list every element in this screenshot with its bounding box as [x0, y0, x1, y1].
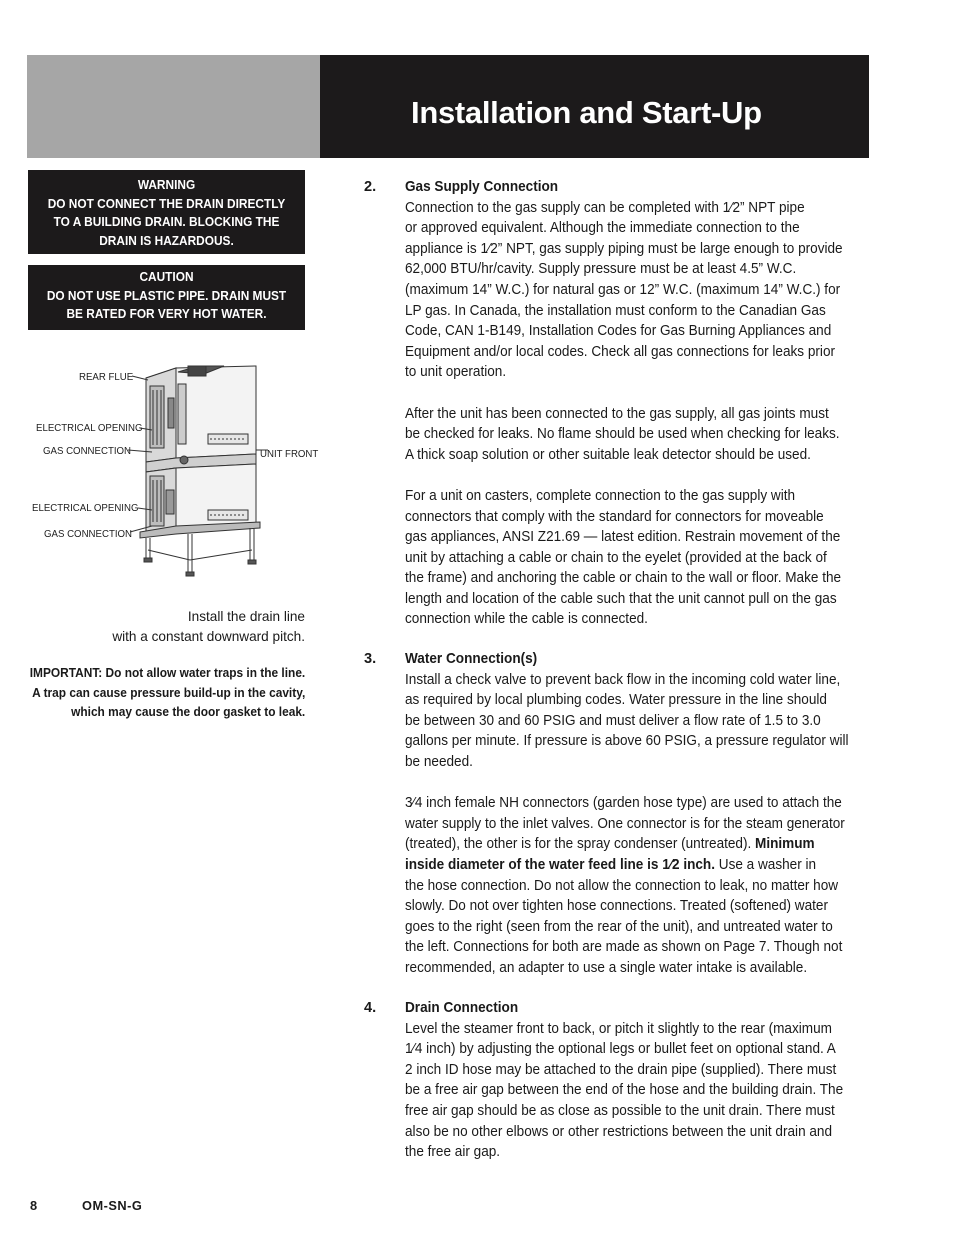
section-title: Drain Connection — [405, 1000, 519, 1016]
caution-line: DO NOT USE PLASTIC PIPE. DRAIN MUST — [46, 287, 287, 303]
text-run: (treated), the other is for the spray condenser (untreated). — [405, 836, 756, 853]
steamer-diagram — [28, 350, 328, 590]
paragraph-line: unit by attaching a cable or chain to the eyelet (provided at the back of — [405, 549, 827, 566]
label-unit-front: UNIT FRONT — [260, 448, 319, 460]
paragraph-line: For a unit on casters, complete connection to the gas supply with — [405, 487, 796, 504]
paragraph-line: 3⁄4 inch female NH connectors (garden hose type) are used to attach the — [405, 795, 842, 812]
paragraph-line: slowly. Do not over tighten hose connections. Treated (softened) water — [405, 898, 828, 915]
paragraph-line: the free air gap. — [405, 1144, 501, 1161]
caution-line: BE RATED FOR VERY HOT WATER. — [66, 306, 267, 322]
paragraph-line: be needed. — [405, 753, 473, 770]
paragraph-line: connection while the cable is connected. — [405, 611, 648, 628]
paragraph-line — [405, 855, 842, 876]
warning-line: DO NOT CONNECT THE DRAIN DIRECTLY — [47, 195, 286, 211]
paragraph-line: also be no other elbows or other restrictions between the unit drain and — [405, 1123, 833, 1140]
paragraph-line: to unit operation. — [405, 364, 507, 381]
paragraph-line: or approved equivalent. Although the immediate connection to the — [405, 220, 800, 237]
label-electrical-opening-bottom: ELECTRICAL OPENING — [32, 502, 139, 514]
caution-heading: CAUTION — [139, 269, 194, 284]
paragraph-line: be between 30 and 60 PSIG and must deliver a flow rate of 1.5 to 3.0 — [405, 712, 821, 729]
drain-note — [112, 607, 305, 646]
paragraph-line: appliance is 1⁄2” NPT, gas supply piping must be large enough to provide — [405, 240, 843, 257]
section-number: 2. — [364, 179, 377, 195]
paragraph-line: After the unit has been connected to the gas supply, all gas joints must — [405, 405, 829, 422]
paragraph-line: gas appliances, ANSI Z21.69 — latest edition. Restrain movement of the — [405, 529, 841, 546]
section-number: 3. — [364, 651, 377, 667]
header-gray-band — [27, 55, 320, 158]
important-note-line: IMPORTANT: Do not allow water traps in the line. — [29, 665, 305, 680]
paragraph-line: the left. Connections for both are made as shown on Page 7. Though not — [405, 939, 843, 956]
paragraph-line: Connection to the gas supply can be completed with 1⁄2” NPT pipe — [405, 199, 805, 216]
paragraph-line: be checked for leaks. No flame should be used when checking for leaks. — [405, 426, 840, 443]
paragraph-line: as required by local plumbing codes. Water pressure in the line should — [405, 692, 827, 709]
section-drain-connection — [405, 998, 875, 1163]
important-note-line: A trap can cause pressure build-up in the cavity, — [31, 684, 306, 700]
paragraph-line: be a free air gap between the end of the hose and the building drain. The — [405, 1082, 844, 1099]
label-electrical-opening-top: ELECTRICAL OPENING — [36, 422, 143, 434]
warning-line: DRAIN IS HAZARDOUS. — [99, 232, 234, 248]
section-title: Gas Supply Connection — [405, 179, 559, 195]
paragraph-line: Code, CAN 1-B149, Installation Codes for Gas Burning Appliances and — [405, 323, 832, 340]
paragraph-line: water supply to the inlet valves. One connector is for the steam generator — [405, 815, 845, 832]
paragraph-line: Install a check valve to prevent back flow in the incoming cold water line, — [405, 671, 841, 688]
section-title: Water Connection(s) — [405, 651, 538, 667]
drain-note-line: with a constant downward pitch. — [112, 628, 305, 644]
paragraph-line: A thick soap solution or other suitable leak detector should be used. — [405, 446, 811, 463]
paragraph-line: connectors that comply with the standard for connectors for moveable — [405, 508, 824, 525]
paragraph-line: Equipment and/or local codes. Check all gas connections for leaks prior — [405, 343, 836, 360]
section-water-connection — [405, 649, 875, 979]
paragraph-line: Level the steamer front to back, or pitch it slightly to the rear (maximum — [405, 1020, 832, 1037]
caution-box — [28, 265, 305, 330]
paragraph-line: recommended, an adapter to use a single water intake is available. — [405, 959, 808, 976]
page-title: Installation and Start-Up — [411, 95, 762, 130]
paragraph-line: (maximum 14” W.C.) for natural gas or 12” W.C. (maximum 14” W.C.) for — [405, 281, 841, 298]
important-note — [9, 663, 305, 722]
text-run: Use a washer in — [714, 856, 817, 873]
label-rear-flue: REAR FLUE — [79, 371, 134, 383]
drain-note-line: Install the drain line — [187, 609, 305, 624]
label-gas-connection-top: GAS CONNECTION — [43, 445, 132, 457]
paragraph-line — [405, 834, 842, 855]
important-note-line: which may cause the door gasket to leak. — [70, 704, 305, 720]
warning-box — [28, 170, 305, 254]
steamer-illustration — [28, 350, 328, 590]
section-gas-supply — [405, 177, 875, 630]
warning-line: TO A BUILDING DRAIN. BLOCKING THE — [53, 214, 280, 230]
page-number: 8 — [30, 1198, 38, 1213]
warning-heading: WARNING — [137, 177, 196, 192]
paragraph-line: goes to the right (seen from the rear of the unit), and untreated water to — [405, 918, 833, 935]
section-number: 4. — [364, 1000, 377, 1016]
paragraph-line: length and location of the cable such that the unit cannot pull on the gas — [405, 590, 837, 607]
paragraph-line: gallons per minute. If pressure is above 60 PSIG, a pressure regulator will — [405, 733, 849, 750]
paragraph-line: the frame) and anchoring the cable or chain to the wall or floor. Make the — [405, 570, 842, 587]
paragraph-line: LP gas. In Canada, the installation must conform to the Canadian Gas — [405, 302, 826, 319]
bold-text-run: inside diameter of the water feed line is 1⁄2 inch. — [405, 856, 715, 873]
paragraph-line: 1⁄4 inch) by adjusting the optional legs or bullet feet on optional stand. A — [405, 1041, 836, 1058]
bold-text-run: Minimum — [755, 836, 815, 853]
paragraph-line: 2 inch ID hose may be attached to the drain pipe (supplied). There must — [405, 1061, 837, 1078]
document-code: OM-SN-G — [82, 1198, 143, 1213]
paragraph-line: free air gap should be as close as possible to the unit drain. There must — [405, 1102, 835, 1119]
paragraph-line: 62,000 BTU/hr/cavity. Supply pressure must be at least 4.5” W.C. — [405, 261, 797, 278]
paragraph-line: the hose connection. Do not allow the connection to leak, no matter how — [405, 877, 839, 894]
label-gas-connection-bottom: GAS CONNECTION — [44, 528, 133, 540]
